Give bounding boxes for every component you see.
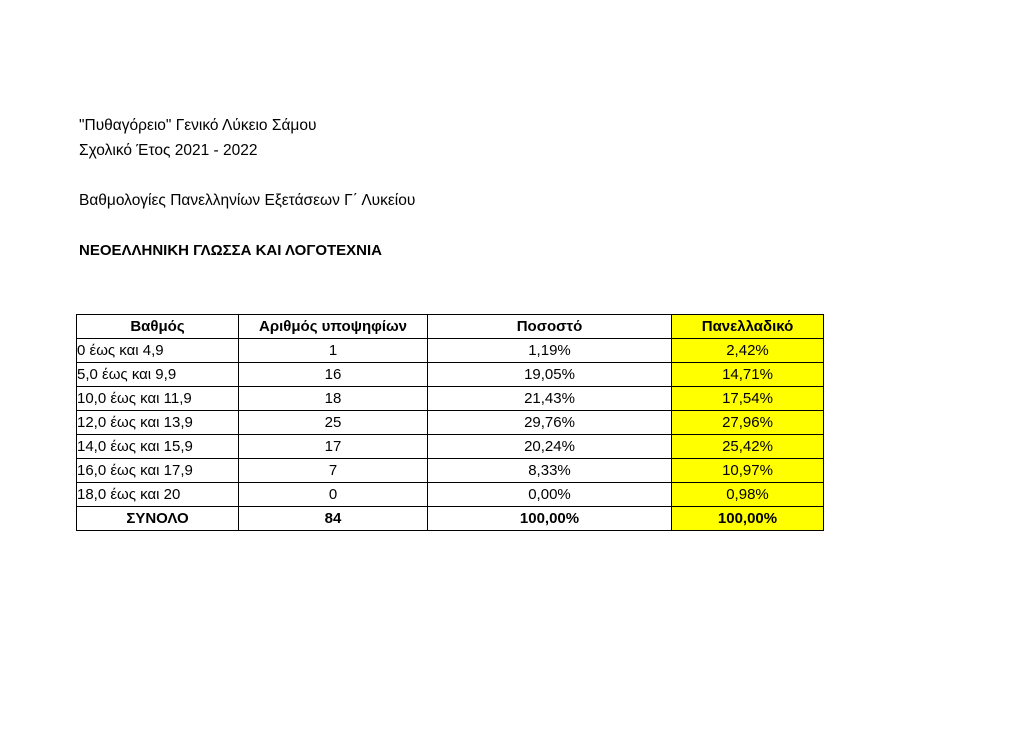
percentage-cell: 19,05% — [428, 363, 672, 387]
grade-range-cell: 12,0 έως και 13,9 — [77, 411, 239, 435]
percentage-cell: 29,76% — [428, 411, 672, 435]
national-cell: 0,98% — [672, 483, 824, 507]
grade-range-cell: 5,0 έως και 9,9 — [77, 363, 239, 387]
school-name: "Πυθαγόρειο" Γενικό Λύκειο Σάμου — [79, 117, 317, 134]
candidates-cell: 25 — [239, 411, 428, 435]
grade-range-cell: 10,0 έως και 11,9 — [77, 387, 239, 411]
total-row — [77, 507, 824, 531]
national-cell: 14,71% — [672, 363, 824, 387]
percentage-cell: 20,24% — [428, 435, 672, 459]
table-row — [77, 435, 824, 459]
candidates-cell: 7 — [239, 459, 428, 483]
national-cell: 25,42% — [672, 435, 824, 459]
candidates-cell: 16 — [239, 363, 428, 387]
candidates-cell: 0 — [239, 483, 428, 507]
table-row — [77, 411, 824, 435]
grades-table — [76, 314, 824, 531]
col-header-grade: Βαθμός — [77, 315, 239, 339]
total-candidates: 84 — [239, 507, 428, 531]
table-row — [77, 339, 824, 363]
table-row — [77, 387, 824, 411]
total-national: 100,00% — [672, 507, 824, 531]
school-year: Σχολικό Έτος 2021 - 2022 — [79, 142, 258, 159]
national-cell: 17,54% — [672, 387, 824, 411]
table-header-row — [77, 315, 824, 339]
national-cell: 27,96% — [672, 411, 824, 435]
exam-title: Βαθμολογίες Πανελληνίων Εξετάσεων Γ΄ Λυκείου — [79, 192, 416, 209]
grade-range-cell: 18,0 έως και 20 — [77, 483, 239, 507]
percentage-cell: 1,19% — [428, 339, 672, 363]
col-header-percentage: Ποσοστό — [428, 315, 672, 339]
col-header-national: Πανελλαδικό — [672, 315, 824, 339]
total-percentage: 100,00% — [428, 507, 672, 531]
table-row — [77, 483, 824, 507]
table-row — [77, 363, 824, 387]
national-cell: 2,42% — [672, 339, 824, 363]
percentage-cell: 8,33% — [428, 459, 672, 483]
col-header-candidates: Αριθμός υποψηφίων — [239, 315, 428, 339]
percentage-cell: 21,43% — [428, 387, 672, 411]
table-row — [77, 459, 824, 483]
grade-range-cell: 14,0 έως και 15,9 — [77, 435, 239, 459]
candidates-cell: 1 — [239, 339, 428, 363]
subject-title: ΝΕΟΕΛΛΗΝΙΚΗ ΓΛΩΣΣΑ ΚΑΙ ΛΟΓΟΤΕΧΝΙΑ — [79, 242, 383, 259]
national-cell: 10,97% — [672, 459, 824, 483]
candidates-cell: 18 — [239, 387, 428, 411]
percentage-cell: 0,00% — [428, 483, 672, 507]
candidates-cell: 17 — [239, 435, 428, 459]
grade-range-cell: 0 έως και 4,9 — [77, 339, 239, 363]
grade-range-cell: 16,0 έως και 17,9 — [77, 459, 239, 483]
total-label: ΣΥΝΟΛΟ — [77, 507, 239, 531]
